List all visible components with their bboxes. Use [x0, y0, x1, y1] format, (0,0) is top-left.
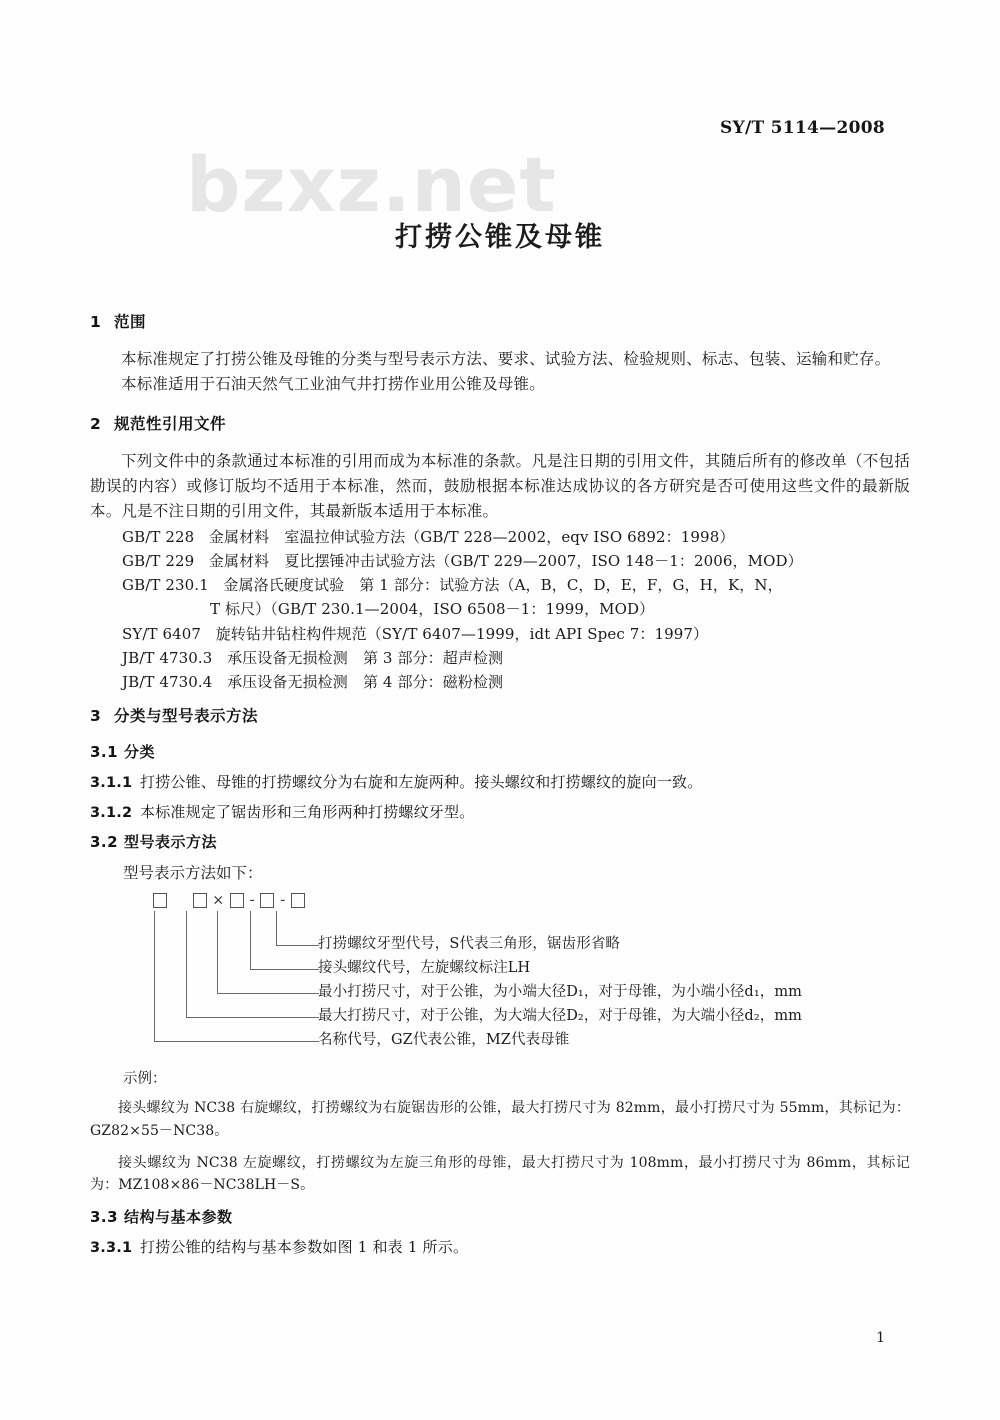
heading-section-1: [90, 310, 910, 332]
clause-3-1-2-number: 3.1.2: [90, 804, 133, 821]
heading-section-3-2: [90, 831, 910, 852]
clause-3-1-2: [90, 801, 910, 822]
reference-item: [90, 525, 910, 549]
section-2-title: 规范性引用文件: [114, 415, 227, 434]
section-2-paragraph-1: 下列文件中的条款通过本标准的引用而成为本标准的条款。凡是注日期的引用文件，其随后所有的修改单（不包括勘误的内容）或修订版均不适用于本标准，然而，鼓励根据本标准达成协议的各方研究是否可使用这些文件的最新版本。凡是不注日期的引用文件，其最新版本适用于本标准。: [90, 452, 910, 521]
reference-text: 金属材料 夏比摆锤冲击试验方法（GB/T 229—2007，ISO 148－1：2006，MOD）: [208, 551, 803, 570]
reference-code: SY/T 6407: [122, 624, 202, 643]
clause-3-3-1: [90, 1236, 910, 1257]
annotation-text: 最大打捞尺寸，对于公锥，为大端大径D₂，对于母锥，为大端小径d₂，mm: [318, 1008, 803, 1025]
annotation-max-fishing-size: [318, 1008, 802, 1025]
reference-code: JB/T 4730.4: [122, 673, 213, 692]
annotation-name-code: [318, 1032, 569, 1049]
normative-references-list: [90, 525, 910, 695]
reference-code: GB/T 229: [122, 551, 195, 570]
reference-code: GB/T 228: [122, 527, 195, 546]
annotation-text: 接头螺纹代号，左旋螺纹标注LH: [318, 960, 531, 977]
pattern-box-1: [153, 893, 167, 908]
section-3-number: 3: [90, 706, 102, 725]
annotation-connection-thread-code: [318, 960, 530, 977]
section-3-2-title: 型号表示方法: [124, 832, 218, 851]
designation-pattern: [152, 891, 306, 909]
reference-continuation: T 标尺）（GB/T 230.1—2004，ISO 6508－1：1999，MOD）: [210, 600, 655, 619]
watermark-text: bzxz.net: [186, 140, 557, 229]
heading-section-2: [90, 412, 910, 434]
pattern-separator-dash-1: -: [249, 892, 255, 909]
section-3-1-title: 分类: [124, 742, 156, 761]
annotation-text: 打捞螺纹牙型代号，S代表三角形，锯齿形省略: [318, 936, 621, 953]
annotation-text: 名称代号，GZ代表公锥，MZ代表母锥: [318, 1032, 570, 1049]
clause-3-1-1-number: 3.1.1: [90, 774, 133, 791]
reference-text: 承压设备无损检测 第 4 部分：磁粉检测: [227, 673, 504, 692]
clause-3-1-1: [90, 771, 910, 792]
annotation-thread-form-code: [318, 936, 620, 953]
page-number: 1: [876, 1330, 885, 1346]
example-paragraph-2: 接头螺纹为 NC38 左旋螺纹，打捞螺纹为左旋三角形的母锥，最大打捞尺寸为 108mm，最小打捞尺寸为 86mm，其标记为：MZ108×86－NC38LH－S。: [90, 1154, 910, 1194]
reference-item: [90, 670, 910, 694]
pattern-box-4: [260, 893, 274, 908]
clause-3-3-1-number: 3.3.1: [90, 1240, 133, 1257]
example-paragraph-1: 接头螺纹为 NC38 右旋螺纹，打捞螺纹为右旋锯齿形的公锥，最大打捞尺寸为 82mm，最小打捞尺寸为 55mm，其标记为：GZ82×55－NC38。: [90, 1100, 910, 1140]
section-3-1-number: 3.1: [90, 742, 119, 761]
pattern-separator-dash-2: -: [280, 892, 286, 909]
section-3-3-title: 结构与基本参数: [124, 1208, 233, 1227]
reference-text: 旋转钻井钻柱构件规范（SY/T 6407—1999，idt API Spec 7：1997）: [215, 624, 709, 643]
section-3-3-number: 3.3: [90, 1208, 119, 1227]
annotation-text: 最小打捞尺寸，对于公锥，为小端大径D₁，对于母锥，为小端小径d₁，mm: [318, 984, 803, 1001]
page-title: 打捞公锥及母锥: [395, 222, 605, 253]
section-1-paragraph-2: 本标准适用于石油天然气工业油气井打捞作业用公锥及母锥。: [121, 375, 545, 394]
clause-3-1-1-text: 打捞公锥、母锥的打捞螺纹分为右旋和左旋两种。接头螺纹和打捞螺纹的旋向一致。: [140, 772, 703, 791]
clause-3-1-2-text: 本标准规定了锯齿形和三角形两种打捞螺纹牙型。: [140, 802, 475, 821]
section-1-title: 范围: [114, 313, 147, 331]
section-3-title: 分类与型号表示方法: [114, 706, 259, 725]
model-designation-diagram: [90, 891, 910, 1067]
leader-line-5: [154, 911, 319, 1042]
document-body: [90, 310, 910, 1257]
pattern-separator-times: ×: [212, 892, 225, 909]
standard-number-header: SY/T 5114—2008: [719, 118, 885, 138]
heading-section-3-3: [90, 1206, 910, 1227]
heading-section-3: [90, 704, 910, 726]
reference-text: 金属洛氏硬度试验 第 1 部分：试验方法（A，B，C，D，E，F，G，H，K，N，: [223, 576, 783, 595]
section-3-2-number: 3.2: [90, 832, 119, 851]
section-1-number: 1: [90, 313, 102, 331]
example-label: 示例：: [123, 1071, 167, 1088]
clause-3-3-1-text: 打捞公锥的结构与基本参数如图 1 和表 1 所示。: [140, 1238, 469, 1257]
pattern-box-5: [291, 893, 305, 908]
model-designation-intro: 型号表示方法如下：: [123, 863, 263, 882]
reference-item: [90, 646, 910, 670]
section-2-number: 2: [90, 415, 102, 434]
pattern-box-3: [230, 893, 244, 908]
reference-item: [90, 622, 910, 646]
reference-text: 承压设备无损检测 第 3 部分：超声检测: [227, 649, 504, 668]
reference-text: 金属材料 室温拉伸试验方法（GB/T 228—2002，eqv ISO 6892：1998）: [208, 527, 735, 546]
reference-code: JB/T 4730.3: [122, 649, 213, 668]
pattern-box-2: [193, 893, 207, 908]
reference-item: [90, 549, 910, 573]
reference-code: GB/T 230.1: [122, 576, 209, 595]
annotation-min-fishing-size: [318, 984, 802, 1001]
reference-item: [90, 573, 910, 622]
section-1-paragraph-1: 本标准规定了打捞公锥及母锥的分类与型号表示方法、要求、试验方法、检验规则、标志、包装、运输和贮存。: [121, 350, 891, 368]
heading-section-3-1: [90, 741, 910, 762]
